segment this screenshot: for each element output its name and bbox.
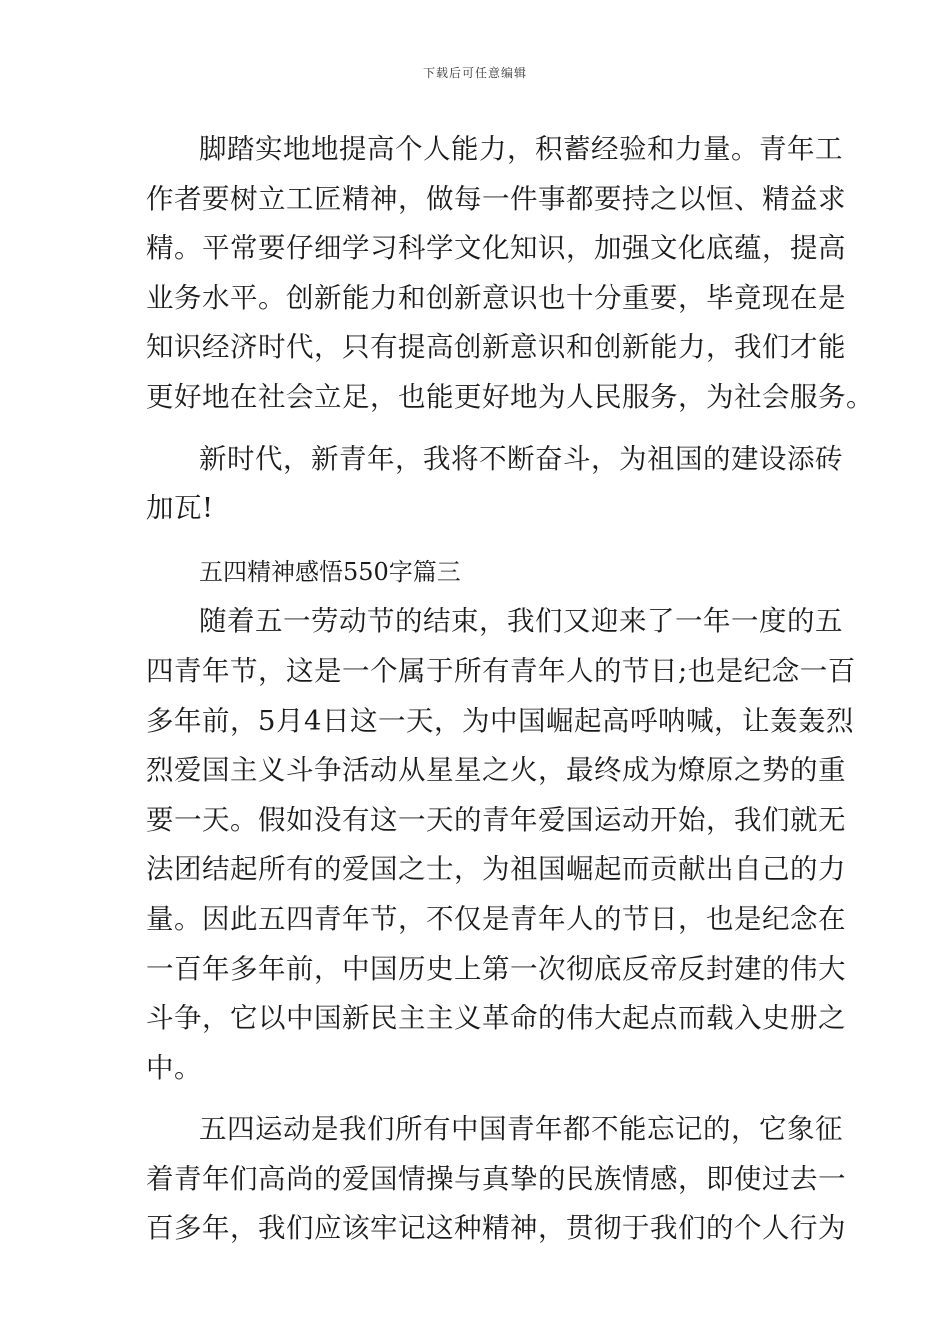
text-line: 要一天。假如没有这一天的青年爱国运动开始，我们就无 bbox=[146, 803, 846, 836]
text-line: 多年前，5月4日这一天，为中国崛起高呼呐喊，让轰轰烈 bbox=[146, 704, 854, 737]
text-line: 业务水平。创新能力和创新意识也十分重要，毕竟现在是 bbox=[146, 281, 846, 314]
text-line: 更好地在社会立足，也能更好地为人民服务，为社会服务。 bbox=[146, 380, 874, 413]
section-heading-block bbox=[146, 548, 808, 598]
document-body bbox=[146, 125, 874, 1254]
page-header-note: 下载后可任意编辑 bbox=[422, 66, 527, 80]
text-line: 一百年多年前，中国历史上第一次彻底反帝反封建的伟大 bbox=[146, 952, 846, 985]
text-line: 五四运动是我们所有中国青年都不能忘记的，它象征 bbox=[199, 1113, 843, 1146]
text-line: 新时代，新青年，我将不断奋斗，为祖国的建设添砖 bbox=[199, 442, 843, 475]
text-line: 百多年，我们应该牢记这种精神，贯彻于我们的个人行为 bbox=[146, 1212, 846, 1245]
paragraph bbox=[146, 597, 856, 1093]
text-line: 精。平常要仔细学习科学文化知识，加强文化底蕴，提高 bbox=[146, 232, 846, 265]
paragraph bbox=[146, 1105, 846, 1254]
text-line: 作者要树立工匠精神，做每一件事都要持之以恒、精益求 bbox=[146, 182, 846, 215]
section-heading: 五四精神感悟550字篇三 bbox=[199, 557, 461, 586]
text-line: 加瓦! bbox=[146, 492, 214, 525]
paragraph bbox=[146, 435, 843, 534]
text-line: 着青年们高尚的爱国情操与真挚的民族情感，即使过去一 bbox=[146, 1162, 846, 1195]
text-line: 斗争，它以中国新民主主义革命的伟大起点而载入史册之 bbox=[146, 1002, 846, 1035]
text-line: 脚踏实地地提高个人能力，积蓄经验和力量。青年工 bbox=[199, 133, 843, 165]
text-line: 烈爱国主义斗争活动从星星之火，最终成为燎原之势的重 bbox=[146, 754, 846, 787]
text-line: 中。 bbox=[146, 1051, 202, 1084]
text-line: 量。因此五四青年节，不仅是青年人的节日，也是纪念在 bbox=[146, 902, 846, 935]
paragraph bbox=[146, 125, 874, 423]
text-line: 法团结起所有的爱国之士，为祖国崛起而贡献出自己的力 bbox=[146, 853, 846, 886]
text-line: 随着五一劳动节的结束，我们又迎来了一年一度的五 bbox=[199, 605, 843, 638]
text-line: 知识经济时代，只有提高创新意识和创新能力，我们才能 bbox=[146, 331, 846, 364]
text-line: 四青年节，这是一个属于所有青年人的节日;也是纪念一百 bbox=[146, 654, 856, 687]
